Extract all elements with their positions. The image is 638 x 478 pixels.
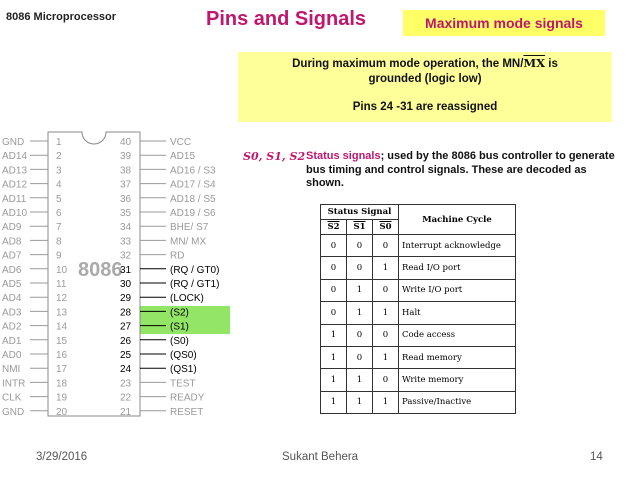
pin-number: 14: [56, 321, 68, 333]
pin-number: 34: [120, 222, 132, 234]
cell-s0: 1: [372, 346, 398, 368]
pin-label: AD0: [2, 350, 22, 361]
pin-label: (RQ / GT0): [170, 264, 220, 276]
footer-page: 14: [590, 451, 603, 463]
pin-label: BHE/ S7: [170, 222, 209, 234]
pin-number: 26: [120, 335, 132, 347]
pin-number: 9: [56, 250, 62, 262]
pin-number: 33: [120, 236, 132, 248]
footer-author: Sukant Behera: [282, 451, 359, 463]
pin-label: GND: [2, 406, 25, 418]
status-decode-table: [320, 204, 516, 414]
pin-number: 11: [56, 279, 67, 290]
cell-s1: 1: [346, 302, 372, 324]
pin-number: 4: [56, 179, 62, 191]
note-line2: grounded (logic low): [368, 73, 482, 85]
pin-label: RESET: [170, 406, 204, 418]
pin-label: (QS0): [170, 350, 197, 361]
right-pin: [120, 336, 189, 347]
col-header-s1: S1: [346, 220, 372, 235]
table-row: [321, 257, 516, 279]
cell-s2: 1: [321, 324, 347, 346]
right-pin: [120, 137, 191, 148]
left-pin: [2, 407, 68, 418]
pin-number: 17: [56, 364, 68, 376]
pin-label: VCC: [170, 137, 192, 148]
pin-number: 19: [56, 392, 68, 404]
cell-s2: 1: [321, 391, 347, 413]
pin-label: AD11: [2, 193, 27, 205]
table-row: [321, 302, 516, 324]
pin-label: NMI: [2, 364, 21, 376]
pin-number: 20: [56, 406, 68, 418]
pin-number: 25: [120, 350, 132, 361]
cell-s2: 0: [321, 302, 347, 324]
pin-number: 30: [120, 279, 132, 290]
col-header-s0: S0: [372, 220, 398, 235]
pin-number: 28: [120, 307, 132, 319]
pin-label: (LOCK): [170, 293, 204, 305]
cell-cycle: Interrupt acknowledge: [398, 235, 515, 257]
pin-number: 18: [56, 378, 68, 390]
cell-s2: 1: [321, 369, 347, 391]
cycle-header: Machine Cycle: [398, 205, 515, 235]
note-line1-end: is: [545, 58, 558, 70]
table-row: [321, 391, 516, 413]
header-label: 8086 Microprocessor: [6, 11, 117, 23]
pin-number: 10: [56, 264, 68, 276]
pin-number: 6: [56, 208, 62, 219]
pin-number: 1: [56, 137, 62, 148]
note-pins-line: Pins 24 -31 are reassigned: [352, 101, 498, 113]
pin-number: 31: [120, 264, 132, 276]
pin-label: AD13: [2, 165, 28, 177]
pin-number: 32: [120, 250, 132, 262]
cell-s0: 0: [372, 279, 398, 301]
cell-cycle: Write I/O port: [398, 279, 515, 301]
cell-s1: 0: [346, 235, 372, 257]
status-desc-text: ; used by the 8086 bus controller to generate bus timing and control signals. These are decoded as shown.: [306, 150, 615, 189]
left-pin: [2, 364, 68, 375]
cell-s1: 0: [346, 346, 372, 368]
pin-label: AD18 / S5: [170, 193, 216, 205]
pin-label: AD16 / S3: [170, 165, 216, 177]
left-pin: [2, 279, 67, 290]
cell-s2: 0: [321, 279, 347, 301]
pin-number: 7: [56, 222, 62, 234]
pin-label: MN/ MX: [170, 236, 207, 248]
pin-label: GND: [2, 137, 25, 148]
note-mx: $\overline{MX}$: [523, 56, 546, 70]
left-pin: [2, 378, 68, 389]
cell-s0: 0: [372, 235, 398, 257]
pin-number: 37: [120, 179, 132, 191]
pin-label: AD7: [2, 250, 22, 262]
table-row: [321, 279, 516, 301]
pin-label: TEST: [170, 378, 196, 390]
pin-number: 24: [120, 364, 132, 376]
left-pin: [2, 293, 68, 304]
right-pin: [120, 251, 184, 262]
pin-label: AD15: [170, 151, 196, 163]
cell-s0: 0: [372, 369, 398, 391]
pin-label: AD10: [2, 208, 28, 219]
pin-number: 15: [56, 335, 68, 347]
pin-label: READY: [170, 392, 205, 404]
footer-date: 3/29/2016: [36, 451, 88, 463]
pin-label: (RQ / GT1): [170, 279, 220, 290]
pin-label: AD5: [2, 279, 22, 290]
pin-label: AD3: [2, 307, 22, 319]
left-pin: [2, 322, 68, 333]
pin-label: AD4: [2, 293, 22, 305]
table-row: [321, 324, 516, 346]
pin-label: (S2): [170, 307, 189, 319]
cell-s1: 1: [346, 391, 372, 413]
pin-label: (QS1): [170, 364, 197, 376]
pin-label: INTR: [2, 378, 26, 390]
note-line1: During maximum mode operation, the MN/: [292, 58, 524, 70]
cell-cycle: Read memory: [398, 346, 515, 368]
cell-cycle: Halt: [398, 302, 515, 324]
pin-number: 23: [120, 378, 132, 390]
chip-diagram: [0, 128, 240, 418]
pin-number: 40: [120, 137, 132, 148]
pin-label: (S0): [170, 335, 189, 347]
left-pin: [2, 350, 68, 361]
cell-s1: 1: [346, 279, 372, 301]
cell-s1: 0: [346, 257, 372, 279]
pin-label: AD8: [2, 236, 22, 248]
pin-label: AD19 / S6: [170, 208, 216, 219]
cell-s0: 1: [372, 257, 398, 279]
cell-cycle: Code access: [398, 324, 515, 346]
cell-s2: 0: [321, 235, 347, 257]
chip-svg: [0, 128, 240, 418]
pin-number: 16: [56, 350, 68, 361]
pin-label: AD6: [2, 264, 22, 276]
chip-name: 8086: [78, 259, 123, 281]
cell-cycle: Passive/Inactive: [398, 391, 515, 413]
pin-number: 2: [56, 151, 62, 163]
cell-s1: 1: [346, 369, 372, 391]
pin-number: 5: [56, 193, 62, 205]
table-row: [321, 235, 516, 257]
pin-number: 36: [120, 193, 132, 205]
pin-number: 3: [56, 165, 62, 177]
cell-s2: 0: [321, 257, 347, 279]
status-term: Status signals: [306, 150, 381, 162]
cell-s0: 1: [372, 302, 398, 324]
pin-label: AD12: [2, 179, 28, 191]
table-row: [321, 369, 516, 391]
pin-number: 35: [120, 208, 132, 219]
slide-title: Pins and Signals: [206, 8, 367, 30]
pin-number: 29: [120, 293, 132, 305]
pin-number: 21: [120, 406, 132, 418]
pin-number: 13: [56, 307, 68, 319]
pin-number: 12: [56, 293, 68, 305]
note-box: [238, 52, 612, 122]
cell-s1: 0: [346, 324, 372, 346]
pin-label: AD17 / S4: [170, 179, 216, 191]
group-header: Status Signal: [321, 205, 399, 220]
pin-label: AD2: [2, 321, 22, 333]
table-body: [321, 235, 516, 414]
left-pin: [2, 265, 68, 276]
left-pin: [2, 307, 68, 318]
table-row: [321, 346, 516, 368]
left-pin: [2, 393, 68, 404]
pin-label: CLK: [2, 392, 22, 404]
pin-number: 38: [120, 165, 132, 177]
cell-s0: 0: [372, 324, 398, 346]
cell-cycle: Read I/O port: [398, 257, 515, 279]
cell-s0: 1: [372, 391, 398, 413]
status-description: [306, 150, 616, 191]
pin-label: AD1: [2, 335, 22, 347]
status-symbols: S0, S1, S2: [243, 150, 306, 163]
pin-number: 27: [120, 321, 132, 333]
pin-number: 39: [120, 151, 132, 163]
left-pin: [2, 336, 68, 347]
pin-label: RD: [170, 250, 185, 262]
pin-number: 22: [120, 392, 132, 404]
col-header-s2: S2: [321, 220, 347, 235]
pin-label: AD14: [2, 151, 28, 163]
pin-label: AD9: [2, 222, 22, 234]
pin-label: (S1): [170, 321, 189, 333]
cell-cycle: Write memory: [398, 369, 515, 391]
cell-s2: 1: [321, 346, 347, 368]
pin-number: 8: [56, 236, 62, 248]
mode-badge: Maximum mode signals: [403, 10, 605, 36]
